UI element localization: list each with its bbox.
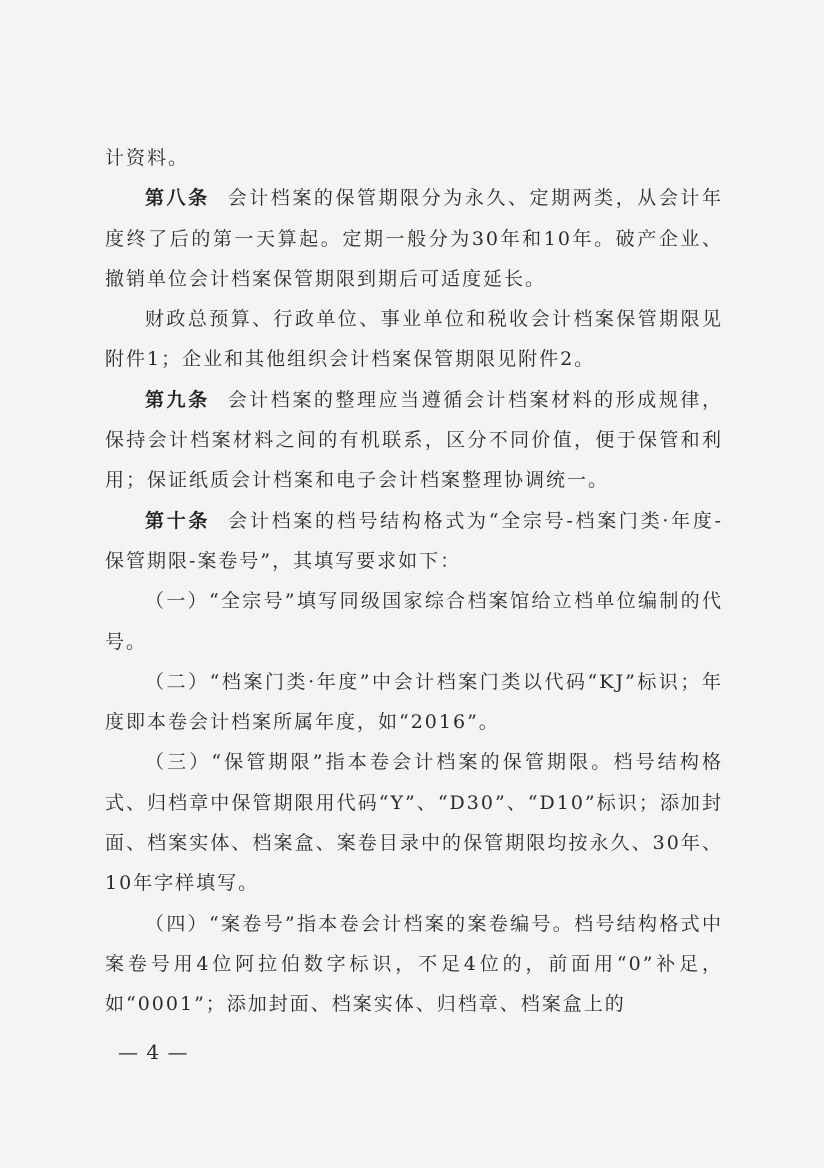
clause-2-text: （二）“档案门类·年度”中会计档案门类以代码“KJ”标识；年度即本卷会计档案所属年度，如“2016”。 (105, 670, 723, 734)
clause-4-text: （四）“案卷号”指本卷会计档案的案卷编号。档号结构格式中案卷号用4位阿拉伯数字标识，不足4位的，前面用“0”补足，如“0001”；添加封面、档案实体、归档章、档案盒上的 (105, 912, 723, 1016)
clause-2-paragraph (105, 662, 723, 743)
clause-1-paragraph (105, 581, 723, 662)
article-10-text: 会计档案的档号结构格式为“全宗号-档案门类·年度-保管期限-案卷号”，其填写要求如下： (105, 509, 723, 572)
article-10-paragraph (105, 501, 723, 582)
paragraph-2 (105, 299, 723, 380)
clause-4-paragraph (105, 904, 723, 1025)
paragraph-0-text: 计资料。 (105, 147, 190, 169)
clause-3-text: （三）“保管期限”指本卷会计档案的保管期限。档号结构格式、归档章中保管期限用代码“Y”、“D30”、“D10”标识；添加封面、档案实体、档案盒、案卷目录中的保管期限均按永久、30年、10年字样填写。 (105, 751, 723, 895)
document-body (105, 138, 723, 1025)
clause-3-paragraph (105, 742, 723, 903)
article-8-text: 会计档案的保管期限分为永久、定期两类，从会计年度终了后的第一天算起。定期一般分为30年和10年。破产企业、撤销单位会计档案保管期限到期后可适度延长。 (105, 187, 723, 290)
article-8-number: 第八条 (145, 187, 210, 210)
paragraph-0 (105, 138, 723, 178)
paragraph-2-text: 财政总预算、行政单位、事业单位和税收会计档案保管期限见附件1；企业和其他组织会计档案保管期限见附件2。 (105, 308, 723, 371)
article-9-number: 第九条 (145, 388, 210, 411)
article-9-text: 会计档案的整理应当遵循会计档案材料的形成规律，保持会计档案材料之间的有机联系，区分不同价值，便于保管和利用；保证纸质会计档案和电子会计档案整理协调统一。 (105, 388, 723, 492)
page-number: — 4 — (118, 1040, 189, 1064)
article-9-paragraph (105, 380, 723, 501)
clause-1-text: （一）“全宗号”填写同级国家综合档案馆给立档单位编制的代号。 (105, 590, 723, 653)
article-8-paragraph (105, 178, 723, 299)
article-10-number: 第十条 (145, 509, 211, 532)
